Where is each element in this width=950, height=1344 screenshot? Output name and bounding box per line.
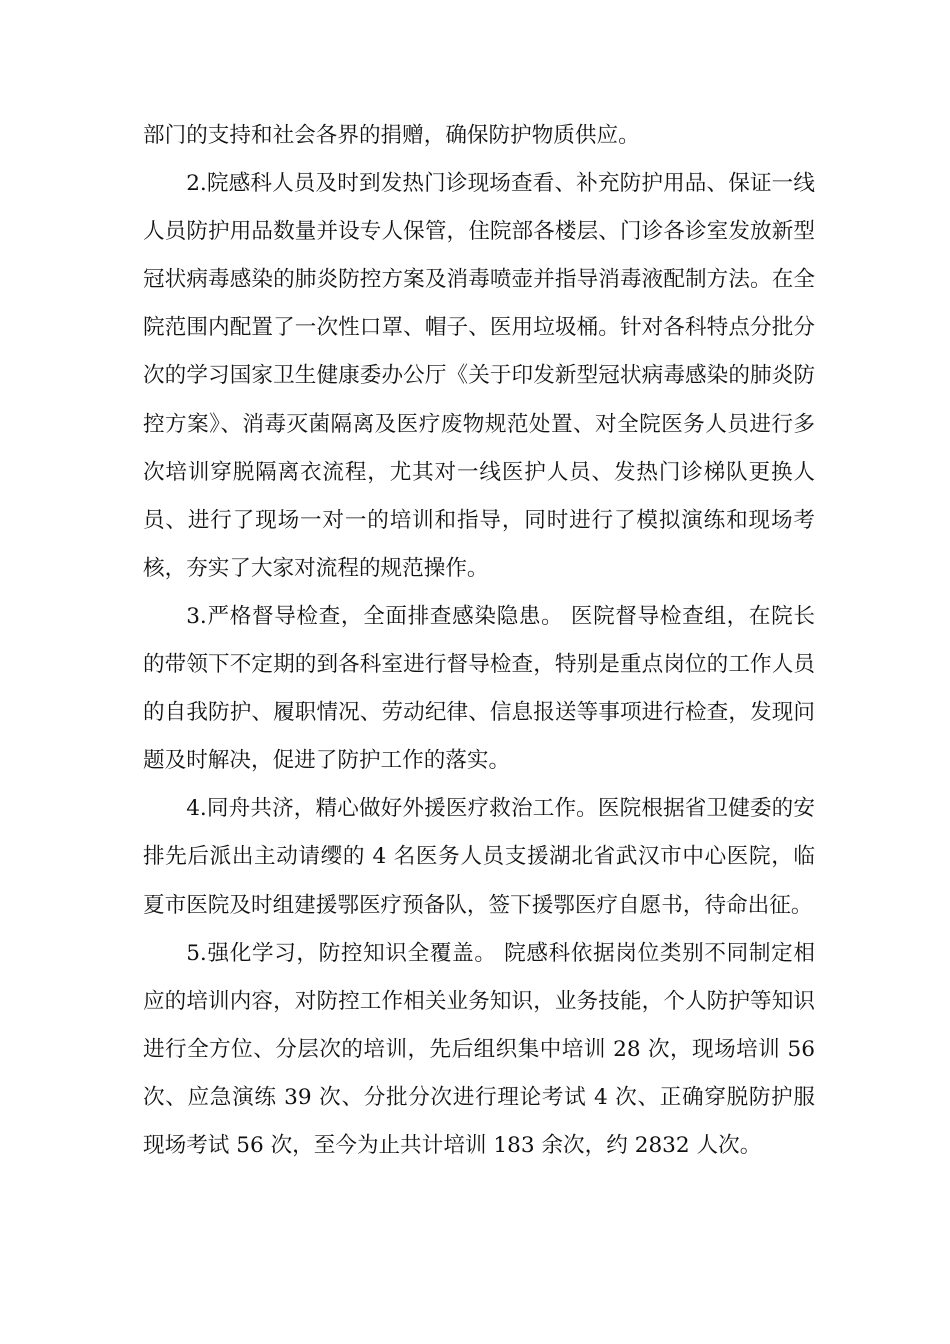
paragraph-continuation: 部门的支持和社会各界的捐赠，确保防护物质供应。 [143,123,640,148]
paragraph-item-3: 3.严格督导检查，全面排查感染隐患。 医院督导检查组，在院长的带领下不定期的到各科室进行督导检查，特别是重点岗位的工作人员的自我防护、履职情况、劳动纪律、信息报送等事项进行检查，发现问题及时解决，促进了防护工作的落实。 [143,603,815,774]
paragraph-item-2: 2.院感科人员及时到发热门诊现场查看、补充防护用品、保证一线人员防护用品数量并设专人保管，住院部各楼层、门诊各诊室发放新型冠状病毒感染的肺炎防控方案及消毒喷壶并指导消毒液配制方法。在全院范围内配置了一次性口罩、帽子、医用垃圾桶。针对各科特点分批分次的学习国家卫生健康委办公厅《关于印发新型冠状病毒感染的肺炎防控方案》、消毒灭菌隔离及医疗废物规范处置、对全院医务人员进行多次培训穿脱隔离衣流程，尤其对一线医护人员、发热门诊梯队更换人员、进行了现场一对一的培训和指导，同时进行了模拟演练和现场考核，夯实了大家对流程的规范操作。 [143,171,815,581]
paragraph-item-4: 4.同舟共济，精心做好外援医疗救治工作。医院根据省卫健委的安排先后派出主动请缨的 4 名医务人员支援湖北省武汉市中心医院，临夏市医院及时组建援鄂医疗预备队，签下援鄂医疗自愿书，待命出征。 [143,796,815,918]
body-text [143,112,815,1170]
paragraph-item-5: 5.强化学习，防控知识全覆盖。 院感科依据岗位类别不同制定相应的培训内容，对防控工作相关业务知识，业务技能，个人防护等知识进行全方位、分层次的培训，先后组织集中培训 28 次，现场培训 56 次、应急演练 39 次、分批分次进行理论考试 4 次、正确穿脱防护服现场考试 56 次，至今为止共计培训 183 余次，约 2832 人次。 [143,940,815,1158]
